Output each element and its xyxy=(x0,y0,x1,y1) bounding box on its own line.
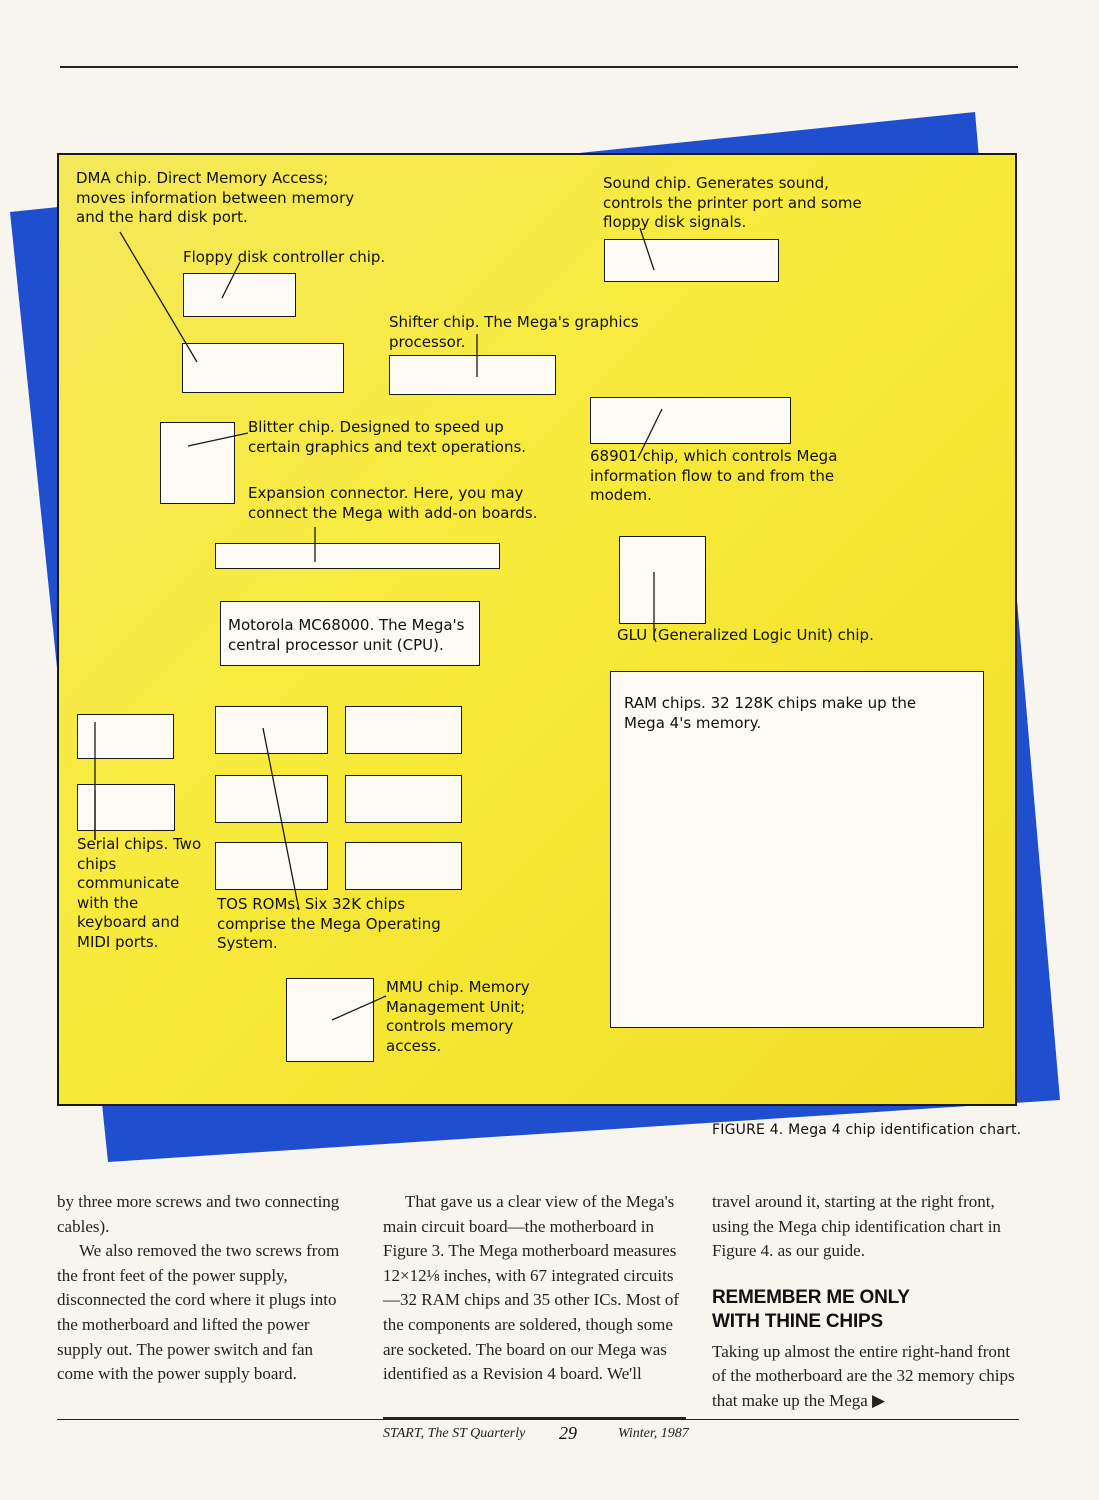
footer-issue: Winter, 1987 xyxy=(618,1426,689,1441)
mc68901-chip-box xyxy=(590,397,791,444)
cpu-label: Motorola MC68000. The Mega's central processor unit (CPU). xyxy=(228,616,465,654)
expansion-label: Expansion connector. Here, you may connect the Mega with add-on boards. xyxy=(248,484,538,522)
floppy-label: Floppy disk controller chip. xyxy=(183,248,386,266)
bottom-rule-accent xyxy=(383,1417,686,1420)
mmu-chip-box xyxy=(286,978,374,1062)
serial-chip-box-2 xyxy=(77,784,175,831)
page-number: 29 xyxy=(559,1423,577,1443)
sound-chip-box xyxy=(604,239,779,282)
ram-label: RAM chips. 32 128K chips make up the Mega 4's memory. xyxy=(624,694,917,732)
serial-label: Serial chips. Two chips communicate with the keyboard and MIDI ports. xyxy=(77,835,202,951)
figure-caption: FIGURE 4. Mega 4 chip identification chart. xyxy=(712,1122,1022,1138)
glu-chip-box xyxy=(619,536,706,624)
tos-label: TOS ROMs. Six 32K chips comprise the Mega Operating System. xyxy=(217,895,441,952)
tos-rom-box-2 xyxy=(345,706,462,754)
col3-body: Taking up almost the entire right-hand front of the motherboard are the 32 memory chips that make up the Mega ▶ xyxy=(712,1341,1015,1410)
article-column-2 xyxy=(383,1190,683,1387)
dma-label: DMA chip. Direct Memory Access; moves information between memory and the hard disk port. xyxy=(76,169,355,226)
section-heading xyxy=(712,1286,1022,1334)
section-heading-line-2: WITH THINE CHIPS xyxy=(712,1310,883,1332)
floppy-chip-box xyxy=(183,273,296,317)
dma-chip-box xyxy=(182,343,344,393)
article-column-3 xyxy=(712,1190,1022,1414)
tos-rom-box-4 xyxy=(345,775,462,823)
mmu-label: MMU chip. Memory Management Unit; controls memory access. xyxy=(386,978,530,1055)
section-heading-line-1: REMEMBER ME ONLY xyxy=(712,1286,910,1308)
col1-para-2: We also removed the two screws from the front feet of the power supply, disconnected the cord where it plugs into the motherboard and lifted the power supply out. The power switch and fan come with the power supply board. xyxy=(57,1241,340,1384)
tos-rom-box-1 xyxy=(215,706,328,754)
sound-label: Sound chip. Generates sound, controls the printer port and some floppy disk signals. xyxy=(603,174,862,231)
shifter-chip-box xyxy=(389,355,556,395)
tos-rom-box-3 xyxy=(215,775,328,823)
expansion-connector-box xyxy=(215,543,500,569)
serial-chip-box-1 xyxy=(77,714,174,759)
shifter-label: Shifter chip. The Mega's graphics processor. xyxy=(389,313,639,351)
blitter-chip-box xyxy=(160,422,235,504)
col2-para: That gave us a clear view of the Mega's main circuit board—the motherboard in Figure 3. The Mega motherboard measures 12×12⅛ inches, with 67 integrated circuits—32 RAM chips and 35 other ICs. Most of the components are soldered, though some are socketed. The board on our Mega was identified as a Revision 4 board. We'll xyxy=(383,1192,680,1384)
footer-publication: START, The ST Quarterly xyxy=(383,1426,526,1441)
col3-intro: travel around it, starting at the right front, using the Mega chip identification chart in Figure 4. as our guide. xyxy=(712,1192,1001,1261)
article-column-1 xyxy=(57,1190,352,1387)
glu-label: GLU (Generalized Logic Unit) chip. xyxy=(617,626,874,644)
tos-rom-box-5 xyxy=(215,842,328,890)
mc68901-label: 68901 chip, which controls Mega information flow to and from the modem. xyxy=(590,447,838,504)
blitter-label: Blitter chip. Designed to speed up certain graphics and text operations. xyxy=(248,418,527,456)
tos-rom-box-6 xyxy=(345,842,462,890)
col1-para-1: by three more screws and two connecting cables). xyxy=(57,1192,340,1236)
